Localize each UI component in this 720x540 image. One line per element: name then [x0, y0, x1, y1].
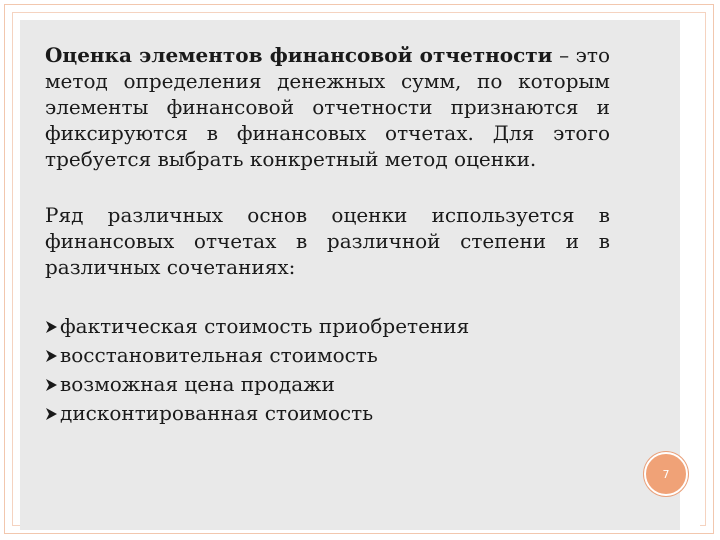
arrow-bullet-icon [45, 378, 58, 392]
arrow-bullet-icon [45, 349, 58, 363]
definition-term: Оценка элементов финансовой отчетности [45, 43, 553, 67]
definition-paragraph [45, 42, 610, 172]
page-number-badge: 7 [644, 452, 688, 496]
side-strip [680, 20, 700, 530]
list-item [45, 370, 610, 399]
list-item-text: фактическая стоимость приобретения [60, 314, 470, 338]
list-item [45, 341, 610, 370]
list-item [45, 399, 610, 428]
list-item-text: восстановительная стоимость [60, 343, 378, 367]
list-item-text: возможная цена продажи [60, 372, 335, 396]
arrow-bullet-icon [45, 320, 58, 334]
arrow-bullet-icon [45, 407, 58, 421]
slide-content [45, 42, 610, 428]
list-item-text: дисконтированная стоимость [60, 401, 374, 425]
definition-text: – это метод определения денежных сумм, по которым элементы финансовой отчетности признаются и фиксируются в финансовых отчетах. Для этого требуется выбрать конкретный метод оценки. [45, 43, 610, 171]
bases-paragraph: Ряд различных основ оценки используется в финансовых отчетах в различной степени и в различных сочетаниях: [45, 203, 610, 279]
list-item [45, 312, 610, 341]
valuation-bases-list [45, 312, 610, 428]
